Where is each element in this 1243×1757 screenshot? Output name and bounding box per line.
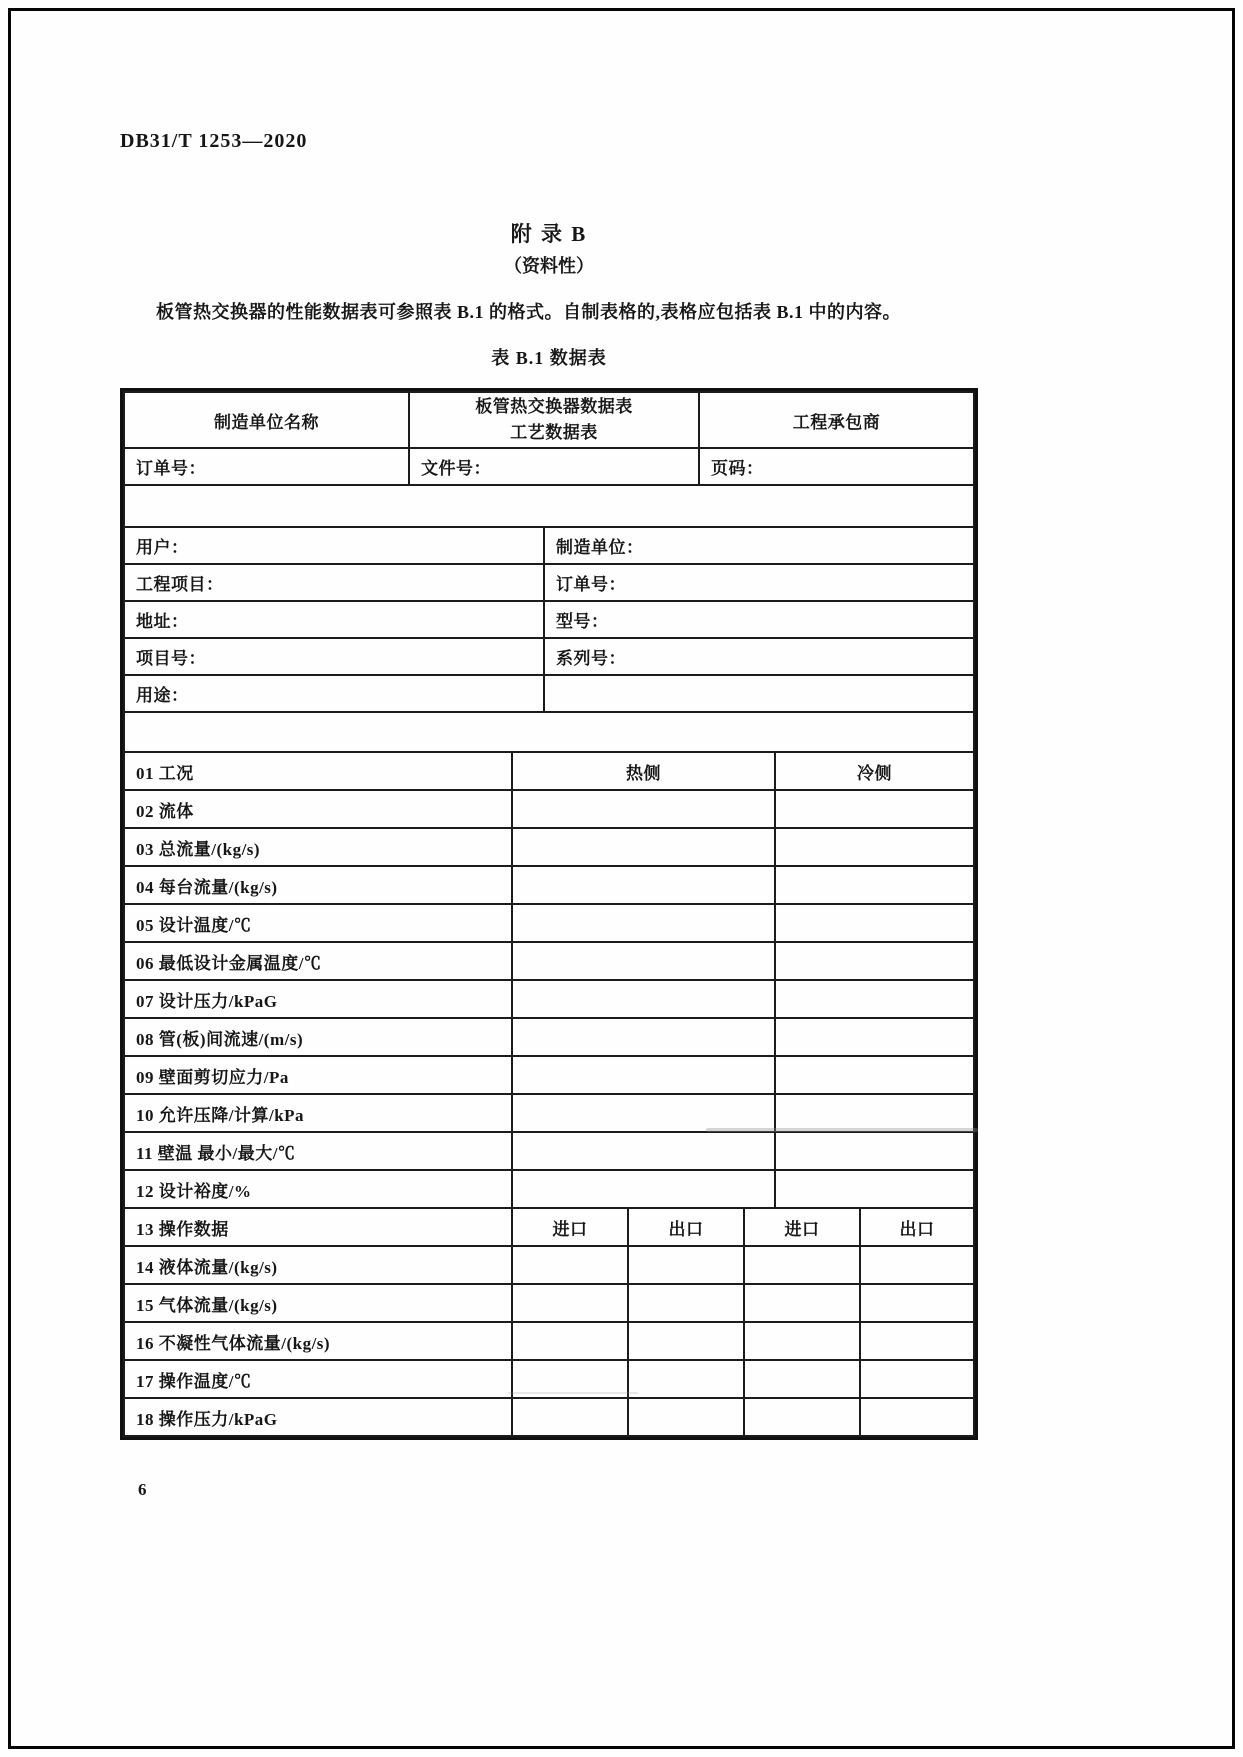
info-right-label [544, 675, 974, 712]
manufacturer-name-header: 制造单位名称 [124, 392, 409, 448]
info-left-label: 用户： [124, 527, 544, 564]
param-label: 16 不凝性气体流量/(kg/s) [124, 1322, 512, 1360]
info-row [124, 638, 974, 675]
param-label: 18 操作压力/kPaG [124, 1398, 512, 1436]
cold-side-cell [775, 866, 974, 904]
cold-side-cell [775, 904, 974, 942]
cold-side-header: 冷侧 [775, 752, 974, 790]
hot-inlet-header: 进口 [512, 1208, 628, 1246]
info-row [124, 564, 974, 601]
cold-inlet-cell [744, 1246, 860, 1284]
hot-outlet-cell [628, 1322, 744, 1360]
cold-side-cell [775, 1132, 974, 1170]
operating-row [124, 1322, 974, 1360]
datasheet-title-line2: 工艺数据表 [510, 423, 598, 442]
scan-artifact [508, 1392, 638, 1394]
hot-side-cell [512, 942, 775, 980]
side-header-label: 01 工况 [124, 752, 512, 790]
param-label: 03 总流量/(kg/s) [124, 828, 512, 866]
hot-inlet-cell [512, 1322, 628, 1360]
info-left-label: 地址： [124, 601, 544, 638]
doc-number: DB31/T 1253—2020 [120, 130, 308, 152]
param-row [124, 1018, 974, 1056]
table-row [124, 485, 974, 527]
cold-inlet-cell [744, 1322, 860, 1360]
param-label: 08 管(板)间流速/(m/s) [124, 1018, 512, 1056]
param-label: 07 设计压力/kPaG [124, 980, 512, 1018]
info-left-label: 工程项目： [124, 564, 544, 601]
param-row [124, 904, 974, 942]
table-section-title [123, 391, 975, 486]
operating-header-row [124, 1208, 974, 1246]
hot-inlet-cell [512, 1398, 628, 1436]
table-row [124, 448, 974, 485]
cold-side-cell [775, 1018, 974, 1056]
table-section-operating [123, 1207, 975, 1437]
cold-outlet-cell [860, 1322, 974, 1360]
operating-data-label: 13 操作数据 [124, 1208, 512, 1246]
table-section-parameters [123, 751, 975, 1209]
param-label: 17 操作温度/℃ [124, 1360, 512, 1398]
param-label: 04 每台流量/(kg/s) [124, 866, 512, 904]
param-row [124, 790, 974, 828]
hot-inlet-cell [512, 1246, 628, 1284]
operating-row [124, 1246, 974, 1284]
datasheet-title-header [409, 392, 699, 448]
hot-outlet-header: 出口 [628, 1208, 744, 1246]
param-row [124, 1094, 974, 1132]
page-no-label: 页码： [699, 448, 974, 485]
param-label: 10 允许压降/计算/kPa [124, 1094, 512, 1132]
cold-side-cell [775, 1170, 974, 1208]
info-left-label: 项目号： [124, 638, 544, 675]
param-row [124, 980, 974, 1018]
table-row [124, 712, 974, 752]
param-label: 11 壁温 最小/最大/℃ [124, 1132, 512, 1170]
param-label: 14 液体流量/(kg/s) [124, 1246, 512, 1284]
param-label: 15 气体流量/(kg/s) [124, 1284, 512, 1322]
hot-side-cell [512, 980, 775, 1018]
hot-side-cell [512, 1132, 775, 1170]
cold-outlet-cell [860, 1360, 974, 1398]
table-row [124, 392, 974, 448]
cold-side-cell [775, 980, 974, 1018]
cold-side-cell [775, 1094, 974, 1132]
cold-side-cell [775, 828, 974, 866]
cold-inlet-cell [744, 1398, 860, 1436]
hot-side-cell [512, 1018, 775, 1056]
cold-inlet-header: 进口 [744, 1208, 860, 1246]
side-header-row [124, 752, 974, 790]
table-caption: 表 B.1 数据表 [491, 348, 607, 368]
cold-outlet-header: 出口 [860, 1208, 974, 1246]
data-table [120, 388, 978, 1440]
hot-outlet-cell [628, 1246, 744, 1284]
operating-row [124, 1284, 974, 1322]
cold-inlet-cell [744, 1284, 860, 1322]
order-no-label: 订单号： [124, 448, 409, 485]
hot-side-cell [512, 1056, 775, 1094]
appendix-title: 附 录 B [510, 222, 588, 246]
intro-paragraph: 板管热交换器的性能数据表可参照表 B.1 的格式。自制表格的,表格应包括表 B.1 中的内容。 [156, 302, 902, 322]
info-left-label: 用途： [124, 675, 544, 712]
scan-artifact [706, 1128, 978, 1132]
info-right-label: 型号： [544, 601, 974, 638]
info-right-label: 订单号： [544, 564, 974, 601]
table-section-spacer [123, 711, 975, 753]
hot-side-cell [512, 866, 775, 904]
hot-outlet-cell [628, 1398, 744, 1436]
param-row [124, 1170, 974, 1208]
cold-inlet-cell [744, 1360, 860, 1398]
param-label: 09 壁面剪切应力/Pa [124, 1056, 512, 1094]
param-label: 02 流体 [124, 790, 512, 828]
hot-side-cell [512, 790, 775, 828]
info-row [124, 527, 974, 564]
param-label: 12 设计裕度/% [124, 1170, 512, 1208]
hot-side-cell [512, 904, 775, 942]
cold-outlet-cell [860, 1246, 974, 1284]
param-row [124, 866, 974, 904]
param-label: 06 最低设计金属温度/℃ [124, 942, 512, 980]
hot-outlet-cell [628, 1360, 744, 1398]
datasheet-title-line1: 板管热交换器数据表 [475, 396, 633, 416]
contractor-header: 工程承包商 [699, 392, 974, 448]
param-row [124, 1132, 974, 1170]
cold-side-cell [775, 1056, 974, 1094]
page-number: 6 [138, 1480, 147, 1499]
cold-side-cell [775, 790, 974, 828]
cold-outlet-cell [860, 1398, 974, 1436]
table-section-info [123, 526, 975, 713]
hot-side-header: 热侧 [512, 752, 775, 790]
hot-side-cell [512, 1094, 775, 1132]
param-label: 05 设计温度/℃ [124, 904, 512, 942]
param-row [124, 942, 974, 980]
info-row [124, 601, 974, 638]
cold-outlet-cell [860, 1284, 974, 1322]
hot-side-cell [512, 828, 775, 866]
info-row [124, 675, 974, 712]
cold-side-cell [775, 942, 974, 980]
param-row [124, 1056, 974, 1094]
empty-cell [124, 485, 974, 527]
hot-inlet-cell [512, 1284, 628, 1322]
info-right-label: 系列号： [544, 638, 974, 675]
param-row [124, 828, 974, 866]
operating-row [124, 1398, 974, 1436]
info-right-label: 制造单位： [544, 527, 974, 564]
table-section-spacer [123, 484, 975, 528]
empty-cell [124, 712, 974, 752]
file-no-label: 文件号： [409, 448, 699, 485]
hot-outlet-cell [628, 1284, 744, 1322]
hot-side-cell [512, 1170, 775, 1208]
appendix-subtitle: （资料性） [504, 256, 594, 276]
